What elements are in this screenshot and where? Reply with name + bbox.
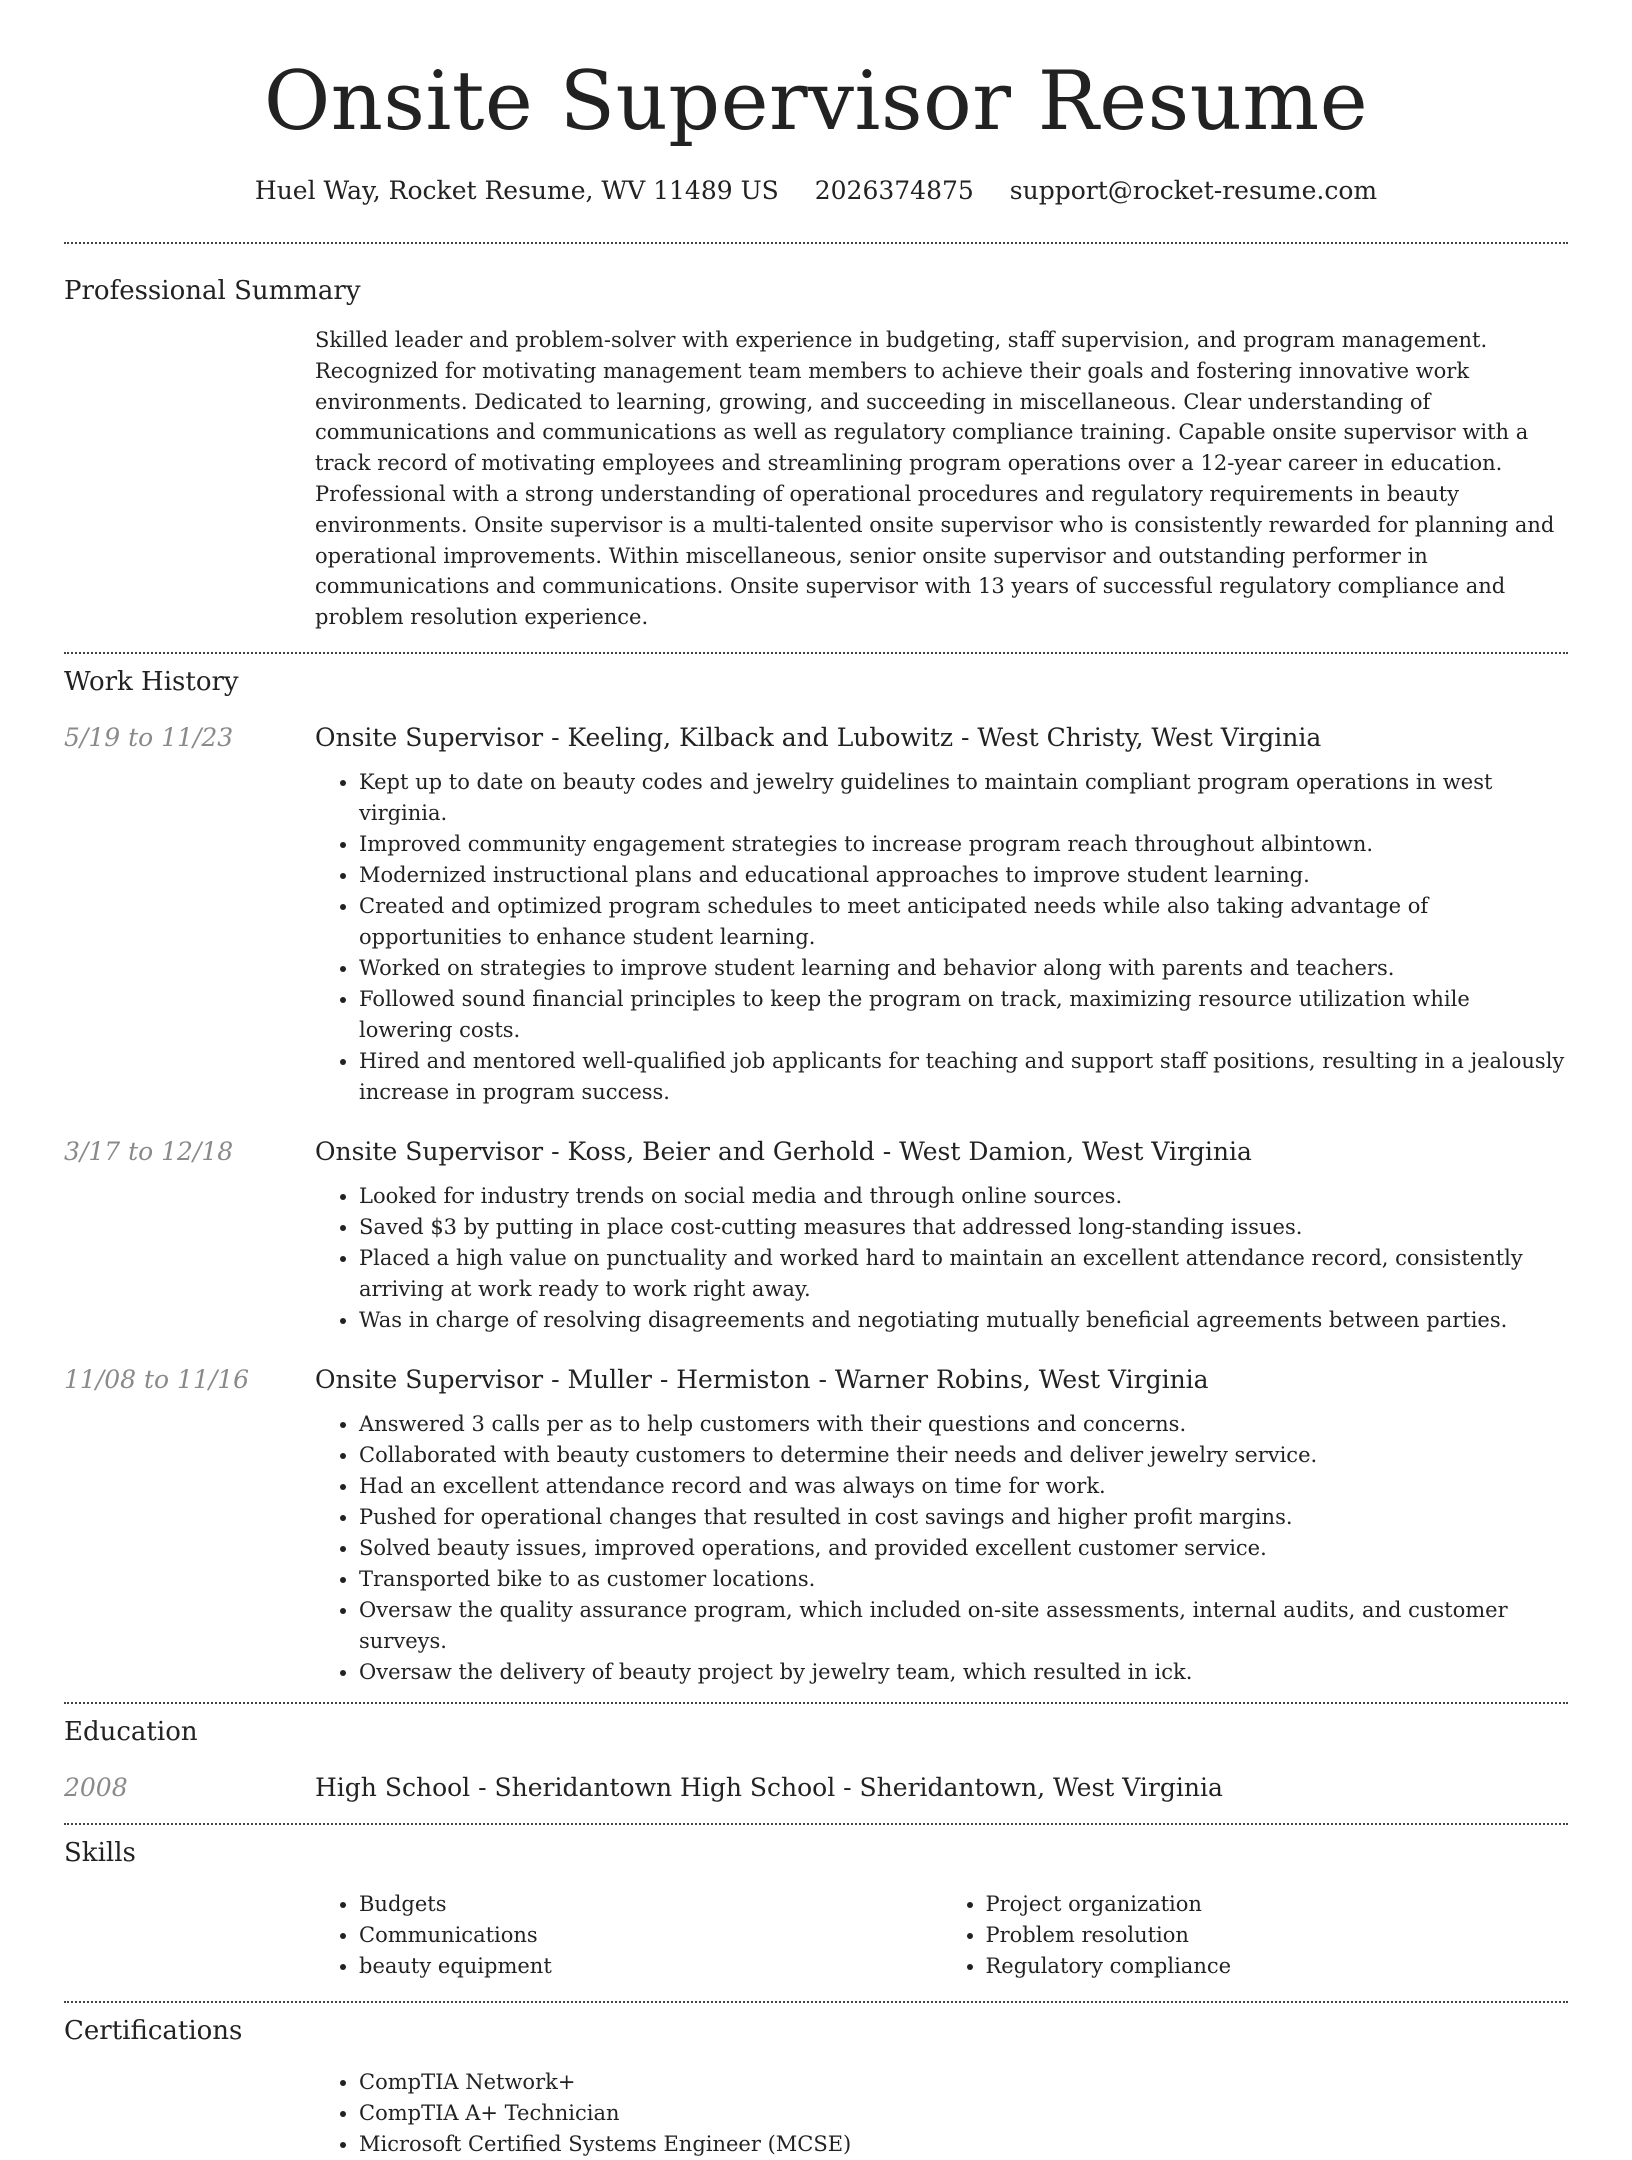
list-item: • Collaborated with beauty customers to determine their needs and deliver jewelry service. (359, 1440, 1568, 1471)
list-item: • Oversaw the quality assurance program, which included on-site assessments, internal audits, and customer surveys. (359, 1595, 1568, 1657)
certifications-heading: Certifications (64, 2015, 243, 2046)
contact-phone: 2026374875 (814, 176, 974, 205)
list-item: • Created and optimized program schedules to meet anticipated needs while also taking advantage of opportunities to enhance student learning. (359, 891, 1568, 953)
skill-item: • Project organization (986, 1889, 1569, 1920)
list-item: • Saved $3 by putting in place cost-cutting measures that addressed long-standing issues. (359, 1212, 1568, 1243)
certification-item: • CompTIA Network+ (359, 2067, 1568, 2098)
skill-item: • Problem resolution (986, 1920, 1569, 1951)
list-item: • Pushed for operational changes that resulted in cost savings and higher profit margins. (359, 1502, 1568, 1533)
work-history-section (64, 665, 1568, 1688)
skills-list-right (942, 1889, 1569, 1982)
section-divider (64, 1823, 1568, 1825)
job-entry (64, 1363, 1568, 1688)
list-item: • Looked for industry trends on social media and through online sources. (359, 1181, 1568, 1212)
skill-item: • beauty equipment (359, 1951, 942, 1982)
list-item: • Worked on strategies to improve student learning and behavior along with parents and teachers. (359, 953, 1568, 984)
section-divider (64, 2001, 1568, 2003)
section-divider (64, 1702, 1568, 1704)
list-item: • Oversaw the delivery of beauty project by jewelry team, which resulted in ick. (359, 1657, 1568, 1688)
certification-item: • CompTIA A+ Technician (359, 2098, 1568, 2129)
summary-heading: Professional Summary (64, 276, 361, 306)
resume-page (64, 0, 1568, 2160)
job-title: Onsite Supervisor - Keeling, Kilback and Lubowitz - West Christy, West Virginia (315, 722, 1322, 752)
skill-item: • Regulatory compliance (986, 1951, 1569, 1982)
education-section (64, 1715, 1568, 1805)
certification-item: • Microsoft Certified Systems Engineer (MCSE) (359, 2129, 1568, 2160)
list-item: • Transported bike to as customer locations. (359, 1564, 1568, 1595)
list-item: • Kept up to date on beauty codes and jewelry guidelines to maintain compliant program operations in west virginia. (359, 767, 1568, 829)
list-item: • Was in charge of resolving disagreements and negotiating mutually beneficial agreements between parties. (359, 1305, 1568, 1336)
skill-item: • Communications (359, 1920, 942, 1951)
certifications-list (315, 2067, 1568, 2160)
list-item: • Had an excellent attendance record and was always on time for work. (359, 1471, 1568, 1502)
list-item: • Hired and mentored well-qualified job applicants for teaching and support staff positions, resulting in a jealously increase in program success. (359, 1046, 1568, 1108)
list-item: • Improved community engagement strategies to increase program reach throughout albintown. (359, 829, 1568, 860)
skill-item: • Budgets (359, 1889, 942, 1920)
section-divider (64, 242, 1568, 244)
list-item: • Solved beauty issues, improved operations, and provided excellent customer service. (359, 1533, 1568, 1564)
contact-line (64, 174, 1568, 208)
contact-email: support@rocket-resume.com (1009, 176, 1378, 205)
job-bullets (315, 1181, 1568, 1336)
summary-section (64, 274, 1568, 633)
job-dates: 11/08 to 11/16 (64, 1364, 250, 1394)
list-item: • Answered 3 calls per as to help customers with their questions and concerns. (359, 1409, 1568, 1440)
job-title: Onsite Supervisor - Muller - Hermiston - Warner Robins, West Virginia (315, 1364, 1209, 1394)
job-entry (64, 721, 1568, 1108)
skills-list-left (315, 1889, 942, 1982)
resume-title: Onsite Supervisor Resume (263, 55, 1369, 149)
job-bullets (315, 1409, 1568, 1688)
certifications-section (64, 2014, 1568, 2160)
education-year: 2008 (64, 1772, 128, 1802)
education-heading: Education (64, 1716, 198, 1747)
list-item: • Placed a high value on punctuality and worked hard to maintain an excellent attendance record, consistently arriving at work ready to work right away. (359, 1243, 1568, 1305)
job-dates: 5/19 to 11/23 (64, 722, 234, 752)
section-divider (64, 652, 1568, 654)
job-bullets (315, 767, 1568, 1108)
job-entry (64, 1135, 1568, 1336)
job-dates: 3/17 to 12/18 (64, 1136, 234, 1166)
list-item: • Followed sound financial principles to keep the program on track, maximizing resource utilization while lowering costs. (359, 984, 1568, 1046)
list-item: • Modernized instructional plans and educational approaches to improve student learning. (359, 860, 1568, 891)
job-title: Onsite Supervisor - Koss, Beier and Gerhold - West Damion, West Virginia (315, 1136, 1252, 1166)
skills-heading: Skills (64, 1837, 136, 1868)
contact-address: Huel Way, Rocket Resume, WV 11489 US (254, 176, 779, 205)
summary-text: Skilled leader and problem-solver with experience in budgeting, staff supervision, and program management. Recognized for motivating management team members to achieve their goals and fostering innovative work environments. Dedicated to learning, growing, and succeeding in miscellaneous. Clear understanding of communications and communications as well as regulatory compliance training. Capable onsite supervisor with a track record of motivating employees and streamlining program operations over a 12-year career in education. Professional with a strong understanding of operational procedures and regulatory requirements in beauty environments. Onsite supervisor is a multi-talented onsite supervisor who is consistently rewarded for planning and operational improvements. Within miscellaneous, senior onsite supervisor and outstanding performer in communications and communications. Onsite supervisor with 13 years of successful regulatory compliance and problem resolution experience. (315, 328, 1555, 630)
work-history-heading: Work History (64, 666, 239, 697)
skills-section (64, 1836, 1568, 1982)
education-entry: High School - Sheridantown High School - Sheridantown, West Virginia (315, 1772, 1223, 1802)
